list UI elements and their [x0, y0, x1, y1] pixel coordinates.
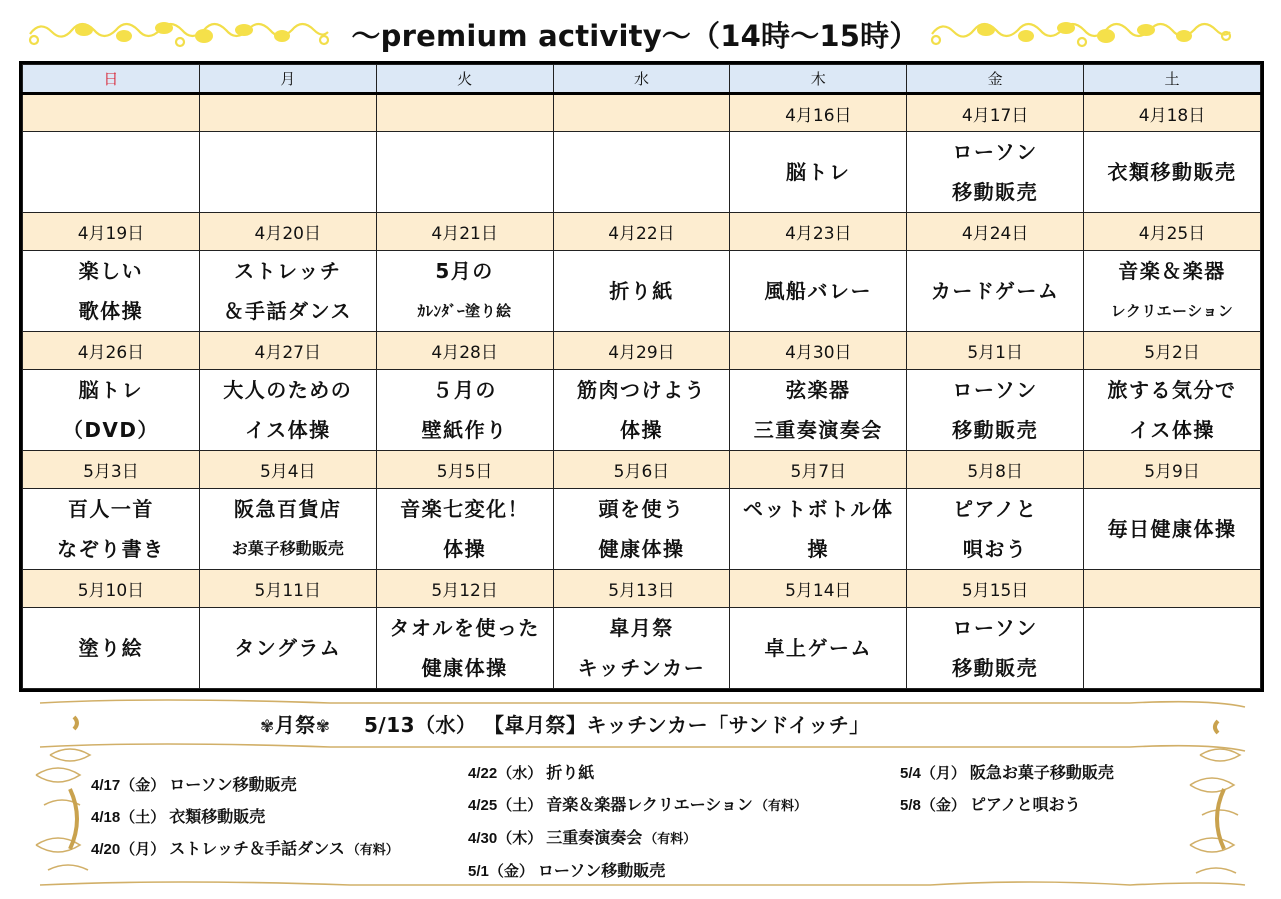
- activity-line: 操: [807, 537, 830, 561]
- note-item: [91, 769, 399, 801]
- activity-line: 脳トレ: [78, 378, 144, 402]
- date-cell: 5月2日: [1084, 332, 1261, 370]
- weekday-thu: 木: [730, 65, 907, 94]
- note-text: ローソン移動販売: [537, 861, 666, 880]
- note-date: 5/4（月）: [900, 765, 966, 782]
- activity-cell: [553, 608, 730, 689]
- activity-cell: [199, 370, 376, 451]
- activity-line: ｶﾚﾝﾀﾞｰ塗り絵: [417, 302, 512, 320]
- activity-line: 三重奏演奏会: [753, 418, 883, 442]
- activity-cell: [199, 132, 376, 213]
- note-item: [468, 822, 807, 855]
- activity-line: 音楽七変化！: [400, 497, 530, 521]
- activity-line: 楽しい: [78, 259, 144, 283]
- activity-line: 唄おう: [962, 537, 1028, 561]
- left-floral-ornament-icon: [24, 16, 340, 52]
- date-row: [23, 570, 1261, 608]
- note-date: 5/1（金）: [468, 863, 534, 880]
- activity-cell: [23, 251, 200, 332]
- weekday-sun: 日: [23, 65, 200, 94]
- activity-cell: [907, 251, 1084, 332]
- date-cell: 4月18日: [1084, 94, 1261, 132]
- weekday-header-row: [23, 65, 1261, 94]
- date-cell: 5月6日: [553, 451, 730, 489]
- date-cell: 4月20日: [199, 213, 376, 251]
- notes-column-3: [900, 757, 1114, 821]
- date-cell: 5月9日: [1084, 451, 1261, 489]
- date-cell: 4月27日: [199, 332, 376, 370]
- activity-line: ピアノと: [952, 497, 1038, 521]
- activity-line: ペットボトル体: [743, 497, 894, 521]
- activity-line: イス体操: [1129, 418, 1215, 442]
- date-cell: 5月12日: [376, 570, 553, 608]
- calendar-body: [23, 94, 1261, 689]
- activity-cell: [23, 608, 200, 689]
- activity-line: 卓上ゲーム: [764, 636, 873, 660]
- activity-line: 移動販売: [952, 180, 1039, 204]
- activity-line: 体操: [619, 418, 663, 442]
- note-item: [91, 833, 399, 866]
- activity-line: 風船バレー: [764, 279, 873, 303]
- activity-cell: [553, 251, 730, 332]
- date-cell: 5月1日: [907, 332, 1084, 370]
- activity-cell: [730, 489, 907, 570]
- date-cell: 5月5日: [376, 451, 553, 489]
- title-row: [0, 0, 1281, 60]
- weekday-sat: 土: [1084, 65, 1261, 94]
- date-cell: 5月13日: [553, 570, 730, 608]
- date-cell: 4月23日: [730, 213, 907, 251]
- activity-line: お菓子移動販売: [231, 539, 344, 558]
- activity-line: 毎日健康体操: [1107, 517, 1237, 541]
- activity-line: ５月の: [432, 378, 497, 402]
- festival-announcement: [260, 709, 870, 738]
- activity-line: タングラム: [234, 636, 342, 660]
- date-cell: 5月11日: [199, 570, 376, 608]
- activity-row: [23, 489, 1261, 570]
- activity-row: [23, 370, 1261, 451]
- date-cell: 4月17日: [907, 94, 1084, 132]
- date-row: [23, 451, 1261, 489]
- right-floral-ornament-icon: [926, 16, 1242, 52]
- page-title: ～premium activity～（14時～15時）: [351, 19, 919, 53]
- activity-row: [23, 251, 1261, 332]
- note-item: [468, 789, 807, 822]
- date-cell: 4月28日: [376, 332, 553, 370]
- activity-line: 折り紙: [609, 279, 674, 303]
- activity-cell: [907, 132, 1084, 213]
- note-item: [91, 801, 399, 833]
- activity-line: ストレッチ: [234, 259, 342, 283]
- activity-line: 旅する気分で: [1107, 378, 1237, 402]
- note-text: 阪急お菓子移動販売: [969, 763, 1114, 782]
- date-cell: 4月25日: [1084, 213, 1261, 251]
- activity-line: ローソン: [952, 616, 1038, 640]
- activity-line: 皐月祭: [609, 616, 674, 640]
- activity-cell: [907, 489, 1084, 570]
- activity-line: 衣類移動販売: [1107, 160, 1237, 184]
- date-cell: [1084, 570, 1261, 608]
- activity-line: 体操: [443, 537, 487, 561]
- note-text: ストレッチ＆手話ダンス: [169, 839, 345, 858]
- activity-cell: [1084, 251, 1261, 332]
- activity-line: 百人一首: [67, 497, 154, 521]
- festival-label: 月祭: [274, 713, 316, 737]
- activity-cell: [730, 370, 907, 451]
- date-cell: 4月30日: [730, 332, 907, 370]
- activity-line: カードゲーム: [930, 279, 1060, 303]
- calendar-table: [22, 64, 1261, 689]
- festival-text: 【皐月祭】キッチンカー「サンドイッチ」: [484, 713, 870, 737]
- note-text: 音楽＆楽器レクリエーション: [546, 795, 753, 814]
- activity-calendar: [19, 61, 1264, 692]
- date-cell: [553, 94, 730, 132]
- date-cell: 5月10日: [23, 570, 200, 608]
- activity-cell: [907, 370, 1084, 451]
- activity-row: [23, 608, 1261, 689]
- activity-cell: [376, 132, 553, 213]
- weekday-mon: 月: [199, 65, 376, 94]
- date-row: [23, 94, 1261, 132]
- date-cell: 5月7日: [730, 451, 907, 489]
- activity-cell: [730, 608, 907, 689]
- note-item: [900, 789, 1114, 821]
- notes-column-2: [468, 757, 807, 887]
- activity-line: 健康体操: [598, 537, 685, 561]
- date-cell: 5月4日: [199, 451, 376, 489]
- activity-line: ＆手話ダンス: [223, 299, 353, 323]
- activity-line: 健康体操: [421, 656, 508, 680]
- activity-cell: [199, 489, 376, 570]
- activity-cell: [730, 132, 907, 213]
- date-cell: [23, 94, 200, 132]
- info-panel: [30, 695, 1252, 895]
- date-cell: 5月14日: [730, 570, 907, 608]
- weekday-wed: 水: [553, 65, 730, 94]
- activity-cell: [376, 608, 553, 689]
- activity-line: 筋肉つけよう: [576, 378, 706, 402]
- note-text: 衣類移動販売: [169, 807, 266, 826]
- note-text: 折り紙: [546, 763, 595, 782]
- note-date: 4/17（金）: [91, 777, 166, 794]
- date-cell: 4月26日: [23, 332, 200, 370]
- note-text: ローソン移動販売: [169, 775, 297, 794]
- date-cell: [199, 94, 376, 132]
- note-date: 4/20（月）: [91, 841, 166, 858]
- activity-line: （DVD）: [62, 418, 160, 442]
- activity-cell: [1084, 132, 1261, 213]
- activity-cell: [553, 370, 730, 451]
- activity-line: 塗り絵: [78, 636, 144, 660]
- activity-cell: [23, 132, 200, 213]
- date-cell: 4月24日: [907, 213, 1084, 251]
- activity-cell: [376, 489, 553, 570]
- activity-line: 歌体操: [78, 299, 144, 323]
- activity-line: 5月の: [435, 259, 494, 283]
- activity-cell: [553, 132, 730, 213]
- date-cell: 5月8日: [907, 451, 1084, 489]
- activity-row: [23, 132, 1261, 213]
- weekday-tue: 火: [376, 65, 553, 94]
- note-item: [900, 757, 1114, 789]
- note-date: 4/25（土）: [468, 797, 543, 814]
- weekday-fri: 金: [907, 65, 1084, 94]
- activity-cell: [199, 608, 376, 689]
- activity-line: レクリエーション: [1110, 302, 1234, 320]
- activity-line: 壁紙作り: [421, 418, 508, 442]
- date-cell: 4月22日: [553, 213, 730, 251]
- activity-line: ローソン: [952, 378, 1038, 402]
- note-text: 三重奏演奏会: [546, 828, 643, 847]
- note-date: 4/22（水）: [468, 765, 543, 782]
- activity-line: なぞり書き: [57, 537, 165, 561]
- note-item: [468, 757, 807, 789]
- activity-line: 移動販売: [952, 418, 1039, 442]
- activity-cell: [730, 251, 907, 332]
- date-row: [23, 332, 1261, 370]
- date-row: [23, 213, 1261, 251]
- note-item: [468, 855, 807, 887]
- activity-line: 阪急百貨店: [234, 497, 342, 521]
- date-cell: 5月3日: [23, 451, 200, 489]
- activity-cell: [907, 608, 1084, 689]
- activity-line: 移動販売: [952, 656, 1039, 680]
- activity-cell: [1084, 608, 1261, 689]
- activity-cell: [553, 489, 730, 570]
- flower-icon: ✾: [260, 717, 275, 737]
- activity-cell: [1084, 489, 1261, 570]
- paid-badge: （有料）: [346, 843, 399, 858]
- activity-line: イス体操: [244, 418, 331, 442]
- date-cell: 4月21日: [376, 213, 553, 251]
- date-cell: 4月29日: [553, 332, 730, 370]
- activity-cell: [1084, 370, 1261, 451]
- activity-cell: [376, 251, 553, 332]
- note-text: ピアノと唄おう: [969, 795, 1081, 814]
- activity-line: 弦楽器: [786, 378, 851, 402]
- date-cell: 5月15日: [907, 570, 1084, 608]
- note-date: 4/30（木）: [468, 830, 543, 847]
- notes-column-1: [91, 769, 399, 866]
- flower-icon: ✾: [315, 717, 331, 737]
- activity-line: キッチンカー: [577, 656, 706, 680]
- activity-cell: [376, 370, 553, 451]
- paid-badge: （有料）: [644, 832, 697, 847]
- date-cell: 4月16日: [730, 94, 907, 132]
- activity-line: 音楽＆楽器: [1118, 259, 1226, 283]
- activity-cell: [23, 489, 200, 570]
- date-cell: 4月19日: [23, 213, 200, 251]
- date-cell: [376, 94, 553, 132]
- activity-line: ローソン: [952, 140, 1038, 164]
- activity-cell: [199, 251, 376, 332]
- note-date: 4/18（土）: [91, 809, 166, 826]
- festival-date: 5/13（水）: [363, 713, 477, 737]
- activity-cell: [23, 370, 200, 451]
- activity-line: 脳トレ: [786, 160, 851, 184]
- paid-badge: （有料）: [754, 799, 807, 814]
- activity-line: 頭を使う: [598, 497, 685, 521]
- note-date: 5/8（金）: [900, 797, 966, 814]
- activity-line: タオルを使った: [389, 616, 540, 640]
- activity-line: 大人のための: [223, 378, 353, 402]
